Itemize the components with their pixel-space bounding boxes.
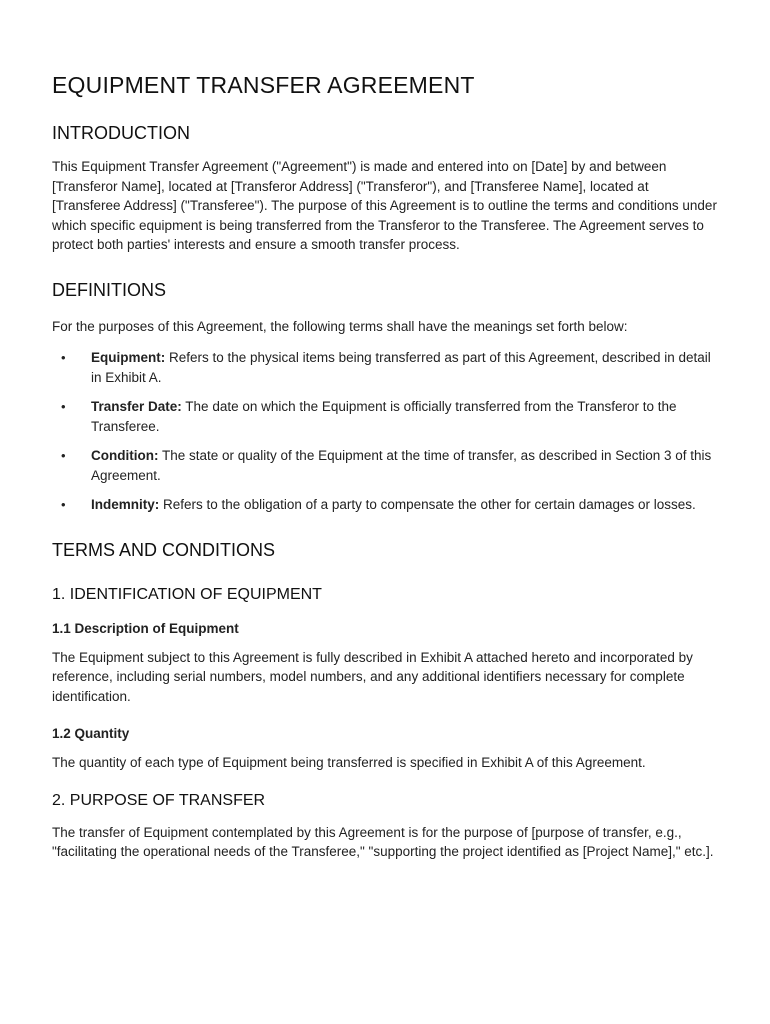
definitions-intro: For the purposes of this Agreement, the following terms shall have the meanings set forth below: — [52, 318, 628, 334]
bullet-icon: • — [61, 497, 66, 512]
definition-term: Equipment: — [91, 350, 166, 365]
bullet-icon: • — [61, 448, 66, 463]
definition-text: The state or quality of the Equipment at the time of transfer, as described in Section 3 of this Agreement. — [91, 448, 712, 483]
definition-item-condition — [61, 446, 718, 485]
definitions-heading: DEFINITIONS — [52, 279, 167, 300]
introduction-heading: INTRODUCTION — [52, 123, 190, 143]
section-2-heading: 2. PURPOSE OF TRANSFER — [52, 791, 266, 809]
bullet-icon: • — [61, 350, 66, 365]
definition-term: Condition: — [91, 448, 159, 463]
section-1-1-body: The Equipment subject to this Agreement is fully described in Exhibit A attached hereto and incorporated by reference, including serial numbers, model numbers, and any additional identifiers necessary for complete identification. — [52, 649, 693, 704]
definition-text: The date on which the Equipment is officially transferred from the Transferor to the Transferee. — [91, 399, 677, 434]
introduction-body: This Equipment Transfer Agreement ("Agreement") is made and entered into on [Date] by and between [Transferor Name], located at [Transferor Address] ("Transferor"), and [Transferee Name], located at [Transferee Address] ("Transferee"). The purpose of this Agreement is to outline the terms and conditions under which specific equipment is being transferred from the Transferor to the Transferee. The Agreement serves to protect both parties' interests and ensure a smooth transfer process. — [52, 159, 717, 252]
section-1-heading: 1. IDENTIFICATION OF EQUIPMENT — [52, 585, 322, 603]
definition-item-transfer-date — [61, 397, 718, 436]
definition-text: Refers to the obligation of a party to compensate the other for certain damages or losses. — [159, 497, 696, 512]
section-1-2-body: The quantity of each type of Equipment being transferred is specified in Exhibit A of this Agreement. — [52, 755, 646, 770]
definition-text: Refers to the physical items being transferred as part of this Agreement, described in detail in Exhibit A. — [91, 350, 711, 385]
document-title: EQUIPMENT TRANSFER AGREEMENT — [52, 72, 475, 98]
definition-item-indemnity — [61, 495, 718, 515]
definition-term: Indemnity: — [91, 497, 160, 512]
section-2-body: The transfer of Equipment contemplated by this Agreement is for the purpose of [purpose of transfer, e.g., "facilitating the operational needs of the Transferee," "supporting the project identified as [Project Name]," etc.]. — [52, 824, 714, 859]
bullet-icon: • — [61, 399, 66, 414]
definition-term: Transfer Date: — [91, 399, 182, 414]
section-1-2-heading: 1.2 Quantity — [52, 726, 130, 741]
section-1-1-heading: 1.1 Description of Equipment — [52, 620, 239, 636]
definitions-list — [52, 348, 718, 515]
definition-item-equipment — [61, 348, 718, 387]
terms-heading: TERMS AND CONDITIONS — [52, 539, 276, 560]
